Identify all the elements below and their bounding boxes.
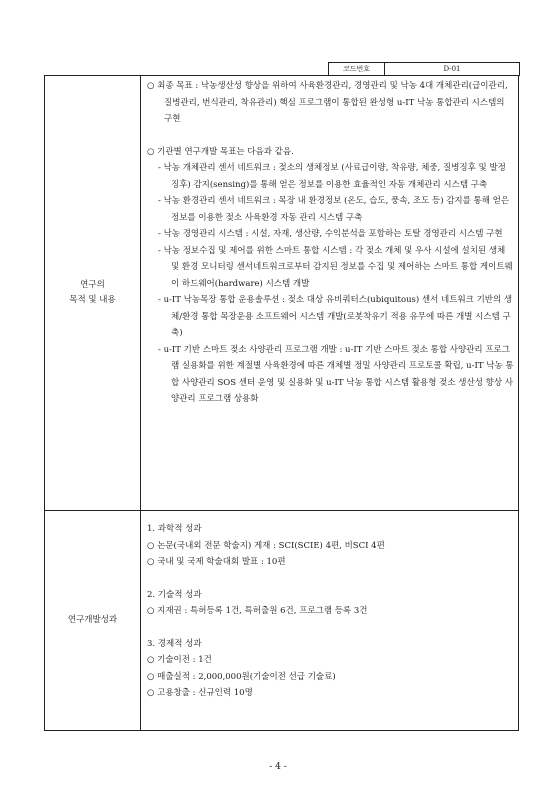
- scientific-result-conferences: ○ 국내 및 국제 학술대회 발표 : 10편: [147, 557, 286, 567]
- purpose-label-line2: 목적 및 내용: [69, 295, 116, 305]
- code-number-value: D-01: [443, 65, 461, 73]
- results-content-cell: [141, 511, 519, 731]
- scientific-result-papers: ○ 논문(국내외 전문 학술지) 게재 : SCI(SCIE) 4편, 비SCI 4편: [147, 540, 385, 551]
- goal-item-smart-integration: - 낙농 정보수집 및 제어를 위한 스마트 통합 시스템 : 각 젖소 개체 및 우사 시설에 설치된 생체 및 환경 모니터링 센서네트워크로부터 감지된 정보를 수집 및 제어하는 스마트 통합 게이트웨이 하드웨어(hardware) 시스템 개발: [158, 245, 513, 289]
- economic-result-tech-transfer: ○ 기술이전 : 1건: [147, 655, 212, 665]
- economic-result-sales: ○ 매출실적 : 2,000,000원(기술이전 선급 기술료): [147, 671, 336, 682]
- page-number: - 4 -: [269, 762, 287, 772]
- code-number-box: [328, 62, 520, 76]
- results-row: [45, 511, 519, 731]
- economic-result-employment: ○ 고용창출 : 신규인력 10명: [147, 688, 253, 698]
- report-table: [44, 75, 519, 731]
- code-number-label: 코드번호: [329, 63, 385, 75]
- purpose-label-cell: [45, 76, 141, 511]
- goal-item-environment-sensor: - 낙농 환경관리 센서 네트워크 : 목장 내 환경정보 (온도, 습도, 풍속, 조도 등) 감지를 통해 얻은 정보를 이용한 젖소 사육환경 자동 관리 시스템 구축: [158, 196, 510, 223]
- purpose-content-cell: [141, 76, 519, 511]
- technical-results-title: 2. 기술적 성과: [147, 589, 202, 600]
- economic-results-title: 3. 경제적 성과: [147, 638, 202, 649]
- final-goal-text: ○ 최종 목표 : 낙농생산성 향상을 위하여 사육환경관리, 경영관리 및 낙농 4대 개체관리(급이관리, 질병관리, 번식관리, 착유관리) 핵심 프로그램이 통합된 완성형 u-IT 낙농 통합관리 시스템의 구현: [147, 81, 508, 124]
- purpose-label-line1: 연구의: [80, 280, 105, 290]
- goal-item-management-system: - 낙농 경영관리 시스템 : 시설, 자재, 생산량, 수익분석을 포함하는 토탈 경영관리 시스템 구현: [158, 229, 503, 239]
- goal-item-individual-sensor: - 낙농 개체관리 센서 네트워크 : 젖소의 생체정보 (사료급이량, 착유량, 체중, 질병징후 및 발정징후) 감지(sensing)를 통해 얻은 정보를 이용한 효율적인 자동 개체관리 시스템 구축: [158, 163, 506, 190]
- agency-goals-intro: ○ 기관별 연구개발 목표는 다음과 같음.: [147, 146, 294, 157]
- purpose-row: [45, 76, 519, 511]
- goal-item-operation-solution: - u-IT 낙농목장 통합 운용솔루션 : 젖소 대상 유비쿼터스(ubiquitous) 센서 네트워크 기반의 생체/환경 통합 목장운용 소프트웨어 시스템 개발(로봇착유기 적용 유무에 따른 개별 시스템 구축): [158, 295, 513, 338]
- goal-item-feeding-program: - u-IT 기반 스마트 젖소 사양관리 프로그램 개발 : u-IT 기반 스마트 젖소 통합 사양관리 프로그램 실용화를 위한 계절별 사육환경에 따른 개체별 정밀 사양관리 프로토콜 확립, u-IT 낙농 통합 사양관리 SOS 센터 운영 및 실용화 및 u-IT 낙농 통합 시스템 활용형 젖소 생산성 향상 사양관리 프로그램 상용화: [158, 344, 514, 404]
- results-label-cell: 연구개발성과: [45, 511, 141, 731]
- technical-result-ip: ○ 지재권 : 특허등록 1건, 특허출원 6건, 프로그램 등록 3건: [147, 606, 368, 616]
- scientific-results-title: 1. 과학적 성과: [147, 524, 202, 534]
